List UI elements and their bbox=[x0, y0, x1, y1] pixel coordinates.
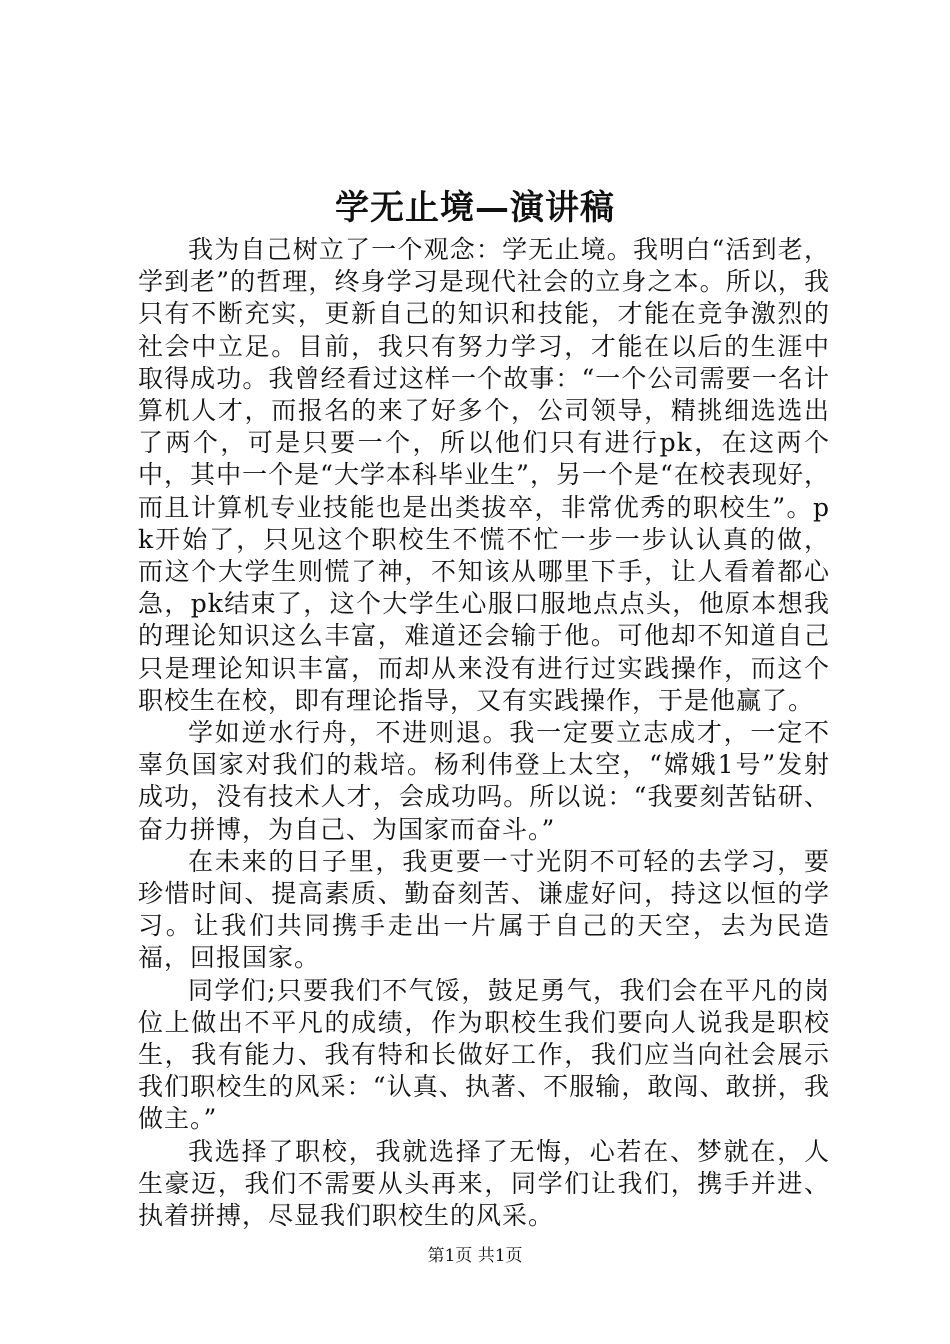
paragraph-5: 我选择了职校，我就选择了无悔，心若在、梦就在，人生豪迈，我们不需要从头再来，同学们让我们，携手并进、执着拼搏，尽显我们职校生的风采。 bbox=[138, 1136, 830, 1231]
paragraph-2: 学如逆水行舟，不进则退。我一定要立志成才，一定不辜负国家对我们的栽培。杨利伟登上太空，“嫦娥1号”发射成功，没有技术人才，会成功吗。所以说：“我要刻苦钻研、奋力拼博，为自己、为国家而奋斗。” bbox=[138, 718, 830, 844]
document-title: 学无止境—演讲稿 bbox=[335, 188, 615, 228]
paragraph-1: 我为自己树立了一个观念：学无止境。我明白“活到老，学到老”的哲理，终身学习是现代社会的立身之本。所以，我只有不断充实，更新自己的知识和技能，才能在竞争激烈的社会中立足。目前，我只有努力学习，才能在以后的生涯中取得成功。我曾经看过这样一个故事：“一个公司需要一名计算机人才，而报名的来了好多个，公司领导，精挑细选选出了两个，可是只要一个，所以他们只有进行pk，在这两个中，其中一个是“大学本科毕业生”，另一个是“在校表现好，而且计算机专业技能也是出类拔卒，非常优秀的职校生”。pk开始了，只见这个职校生不慌不忙一步一步认认真的做，而这个大学生则慌了神，不知该从哪里下手，让人看着都心急，pk结束了，这个大学生心服口服地点点头，他原本想我的理论知识这么丰富，难道还会输于他。可他却不知道自己只是理论知识丰富，而却从来没有进行过实践操作，而这个职校生在校，即有理论指导，又有实践操作，于是他赢了。 bbox=[138, 235, 830, 715]
paragraph-3: 在未来的日子里，我更要一寸光阴不可轻的去学习，要珍惜时间、提高素质、勤奋刻苦、谦虚好问，持这以恒的学习。让我们共同携手走出一片属于自己的天空，去为民造福，回报国家。 bbox=[138, 846, 830, 973]
document-body bbox=[138, 234, 830, 1232]
page-number-footer: 第1页 共1页 bbox=[427, 1246, 523, 1266]
paragraph-4: 同学们;只要我们不气馁，鼓足勇气，我们会在平凡的岗位上做出不平凡的成绩，作为职校生我们要向人说我是职校生，我有能力、我有特和长做好工作，我们应当向社会展示我们职校生的风采：“认真、执著、不服输，敢闯、敢拼，我做主。” bbox=[138, 975, 830, 1134]
